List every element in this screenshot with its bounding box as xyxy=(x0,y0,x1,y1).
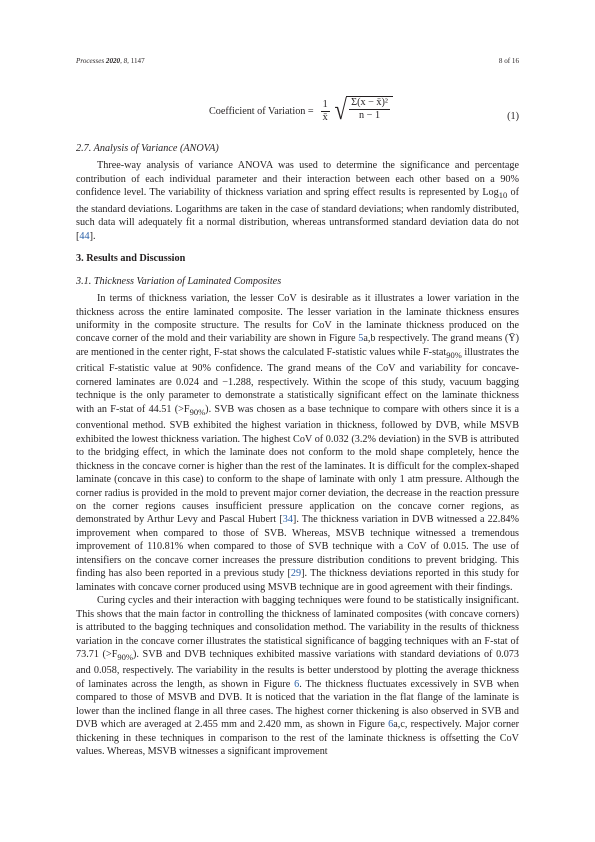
equation-lhs: Coefficient of Variation = xyxy=(209,105,314,117)
paragraph-thickness-2: Curing cycles and their interaction with bagging techniques were found to be statistically insignificant. This shows that the main factor in controlling the thickness of laminated composites (with concave corners) is attributed to the bagging techniques and consolidation method. The variability in the results of thickness variation in the concave corner illustrates the statistical significance of bagging techniques with an F-stat of 73.71 $(>F_{90\%})$. SVB and DVB techniques exhibited massive variations with standard deviations of 0.073 and 0.058, respectively. The variability in the results is better understood by plotting the average thickness of laminates across the length, as shown in Figure 6. The thickness fluctuates excessively in SVB when compared to those of MSVB and DVB. It is noticed that the variation in the flat flange of the laminate is lower than the inclined flange in all three cases. The highest corner thickening is also observed in SVB and DVB which are averaged at 2.455 mm and 2.420 mm, as shown in Figure 6a,c, respectively. Major corner thickening in these techniques in comparison to the rest of the laminate thickness is offsetting the CoV values. Whereas, MSVB witnesses a significant improvement xyxy=(76,595,519,758)
equation-fraction-1: $\frac{1}{x̄}$ xyxy=(322,98,328,123)
page-content xyxy=(76,140,519,759)
citation-link[interactable]: 44 xyxy=(79,230,90,242)
equation-1 xyxy=(76,96,519,138)
page-number: 8 of 16 xyxy=(498,57,519,65)
paragraph-thickness-1: In terms of thickness variation, the lesser CoV is desirable as it illustrates a lower variation in the thickness across the entire laminated composite. The lesser variation in the laminate thickness ensures uniformity in the composite structure. The results for CoV in the laminate thickness produced on the concave corner of the mold and their variability are shown in Figure 5a,b respectively. The grand means (Ȳ) are mentioned in the center right, F-stat shows the calculated F-statistic values while F-stat$_{90\%}$ illustrates the critical F-statistic value at 90% confidence. The grand means of the CoV and variability for concave-cornered laminates are 0.024 and −1.288, respectively. Within the scope of this study, vacuum bagging technique is the only parameter to demonstrate a statistically significant effect on the laminate thickness with an F-stat of 44.51 $(>F_{90\%})$. SVB was chosen as a base technique to compare with others since it is a conventional method. SVB exhibited the highest variation in thickness, followed by DVB, while MSVB exhibited the lowest thickness variation. The highest CoV of 0.032 (3.2% deviation) in the SVB is attributed to the bridging effect, in which the laminate does not conform to the mold shape completely, hence the thickness in the concave corner is higher than the rest of the laminates. It is difficult for the complex-shaped laminate (concave in this case) to conform to the shape of laminate with only 1 atm pressure. Although the corner radius is provided in the mold to prevent major corner deviation, the decrease in the reaction pressure on the corner regions causes insufficient pressure application on the concave corner regions, as demonstrated by Arthur Levy and Pascal Hubert [34]. The thickness variation in DVB witnessed a 22.84% improvement when compared to those of SVB. Whereas, MSVB technique witnessed a tremendous improvement of 110.81% when compared to those of SVB technique with a CoV of 0.015. The use of intensifiers on the concave corner increases the pressure distribution conditions to prevent bridging. This finding has also been reported in a previous study [29]. The thickness deviations reported in this study for laminates with concave corner produced using MSVB technique are in good agreement with their findings. xyxy=(76,293,520,593)
paragraph-anova: Three-way analysis of variance ANOVA was used to determine the significance and percentage contribution of each individual parameter and their interaction between each other based on a 90% confidence level. The variability of thickness variation and spring effect results is represented by Log$_{10}$ of the standard deviations. Logarithms are taken in the case of standard deviations; when randomly distributed, such data will adequately fit a normal distribution, whereas untransformed standard deviation data do not [44]. xyxy=(76,160,519,242)
figure-link[interactable]: 6 xyxy=(294,678,300,690)
page-header xyxy=(76,57,519,65)
equation-fraction-2: $\frac{\text{Σ(x − x̄)²}}{n - 1}$ xyxy=(351,97,388,121)
section-heading-2-7: 2.7. Analysis of Variance (ANOVA) xyxy=(76,143,219,154)
journal-citation: Processes 2020, 8, 1147 xyxy=(76,57,145,65)
citation-link[interactable]: 34 xyxy=(282,514,293,526)
equation-number: (1) xyxy=(507,111,519,122)
square-root: √ $\frac{\text{Σ(x − x̄)²}}{n - 1}$ xyxy=(333,96,393,126)
figure-link[interactable]: 6 xyxy=(388,719,394,731)
section-heading-3: 3. Results and Discussion xyxy=(76,253,186,265)
citation-link[interactable]: 29 xyxy=(290,568,302,580)
section-heading-3-1: 3.1. Thickness Variation of Laminated Composites xyxy=(76,275,282,287)
figure-link[interactable]: 5 xyxy=(358,333,364,345)
